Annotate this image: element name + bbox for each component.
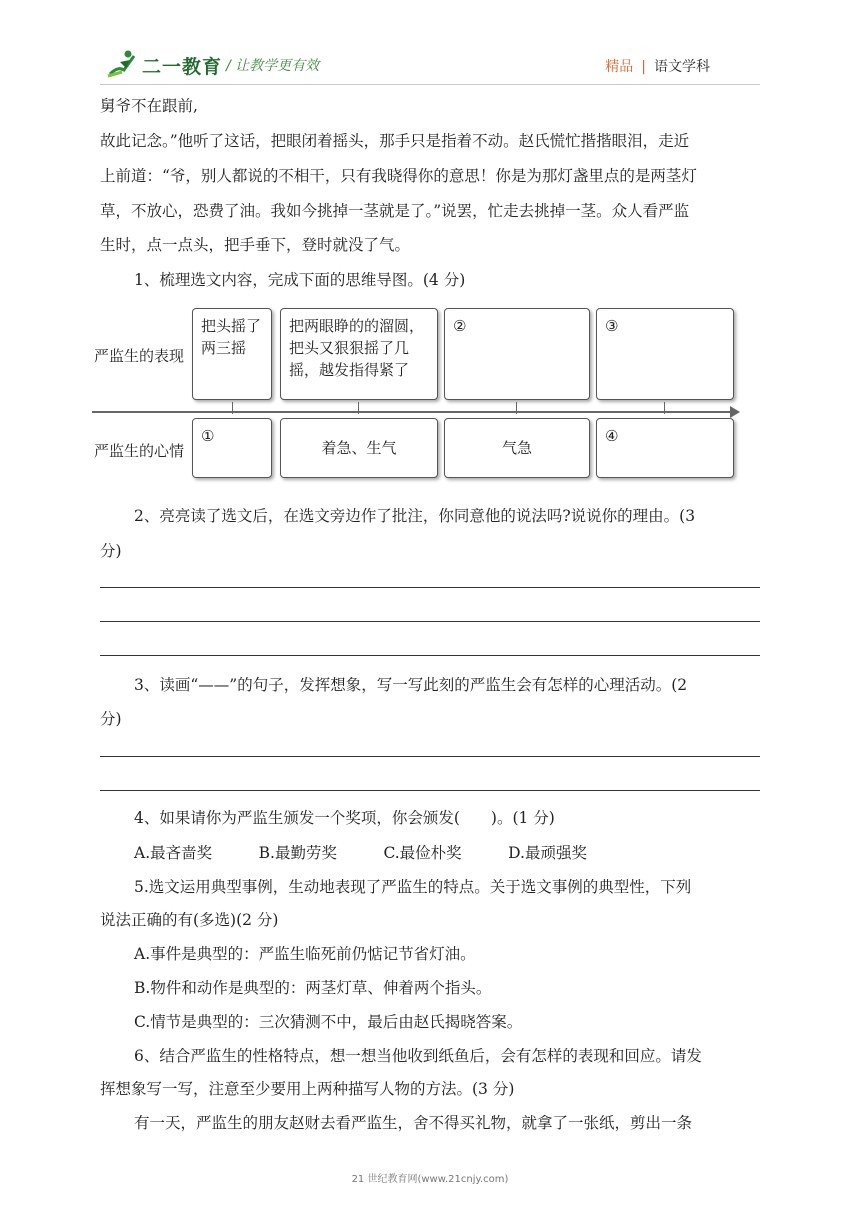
question-6-story: 有一天，严监生的朋友赵财去看严监生，舍不得买礼物，就拿了一张纸，剪出一条 <box>134 1114 693 1132</box>
question-6-cont: 挥想象写一写，注意至少要用上两种描写人物的方法。(3 分) <box>100 1080 515 1098</box>
running-man-logo-icon <box>104 48 140 80</box>
subject-label: 语文学科 <box>654 59 710 75</box>
timeline-tick <box>664 402 665 414</box>
subject-tag <box>605 56 710 76</box>
timeline-tick <box>232 402 233 414</box>
mood-box-3: 气急 <box>444 418 590 478</box>
question-3: 3、读画“——”的句子，发挥想象，写一写此刻的严监生会有怎样的心理活动。(2 <box>134 676 688 694</box>
question-5-option-b: B.物件和动作是典型的：两茎灯草、伸着两个指头。 <box>134 979 492 997</box>
answer-line[interactable] <box>100 621 760 622</box>
page-footer: 21 世纪教育网(www.21cnjy.com) <box>351 1174 509 1185</box>
mood-box-2: 着急、生气 <box>280 418 438 478</box>
question-6: 6、结合严监生的性格特点，想一想当他收到纸鱼后，会有怎样的表现和回应。请发 <box>134 1047 702 1065</box>
timeline-arrow-icon <box>730 406 740 418</box>
question-4-options: A.最吝啬奖 B.最勤劳奖 C.最俭朴奖 D.最顽强奖 <box>134 844 587 862</box>
question-4: 4、如果请你为严监生颁发一个奖项，你会颁发( )。(1 分) <box>134 809 555 827</box>
logo-text: 二一教育 <box>142 56 223 78</box>
question-3-cont: 分) <box>100 710 122 728</box>
timeline-axis <box>92 411 732 413</box>
question-1: 1、梳理选文内容，完成下面的思维导图。(4 分) <box>134 271 466 289</box>
behavior-box-1: 把头摇了两三摇 <box>192 308 272 400</box>
behavior-box-3-blank[interactable]: ② <box>444 308 590 400</box>
answer-line[interactable] <box>100 756 760 757</box>
answer-line[interactable] <box>100 655 760 656</box>
question-5-option-c: C.情节是典型的：三次猜测不中，最后由赵氏揭晓答案。 <box>134 1013 523 1031</box>
passage-line: 上前道：“爷，别人都说的不相干，只有我晓得你的意思！你是为那灯盏里点的是两茎灯 <box>100 167 697 185</box>
question-5-cont: 说法正确的有(多选)(2 分) <box>100 911 279 929</box>
answer-line[interactable] <box>100 790 760 791</box>
question-5: 5.选文运用典型事例，生动地表现了严监生的特点。关于选文事例的典型性，下列 <box>134 878 692 896</box>
behavior-box-2: 把两眼睁的的溜圆，把头又狠狠摇了几摇，越发指得紧了 <box>280 308 438 400</box>
mood-box-1-blank[interactable]: ① <box>192 418 272 478</box>
question-2-cont: 分) <box>100 542 122 560</box>
mind-map <box>92 300 752 490</box>
header-slogan: / 让教学更有效 <box>226 58 320 74</box>
tag-separator: | <box>641 59 646 75</box>
row-label-behavior: 严监生的表现 <box>94 347 185 365</box>
passage-line: 舅爷不在跟前, <box>100 97 198 115</box>
row-label-mood: 严监生的心情 <box>94 442 185 460</box>
question-5-option-a: A.事件是典型的：严监生临死前仍惦记节省灯油。 <box>134 945 476 963</box>
quality-label: 精品 <box>605 59 634 75</box>
behavior-box-4-blank[interactable]: ③ <box>596 308 734 400</box>
passage-line: 草，不放心，恐费了油。我如今挑掉一茎就是了。”说罢，忙走去挑掉一茎。众人看严监 <box>100 202 690 220</box>
answer-line[interactable] <box>100 587 760 588</box>
passage-line: 生时，点一点头，把手垂下，登时就没了气。 <box>100 236 411 254</box>
page-header <box>0 0 860 90</box>
timeline-tick <box>358 402 359 414</box>
passage-line: 故此记念。”他听了这话，把眼闭着摇头，那手只是指着不动。赵氏慌忙揩揩眼泪，走近 <box>100 132 690 150</box>
mood-box-4-blank[interactable]: ④ <box>596 418 734 478</box>
header-divider <box>100 84 760 85</box>
question-2: 2、亮亮读了选文后，在选文旁边作了批注，你同意他的说法吗?说说你的理由。(3 <box>134 507 696 525</box>
timeline-tick <box>516 402 517 414</box>
